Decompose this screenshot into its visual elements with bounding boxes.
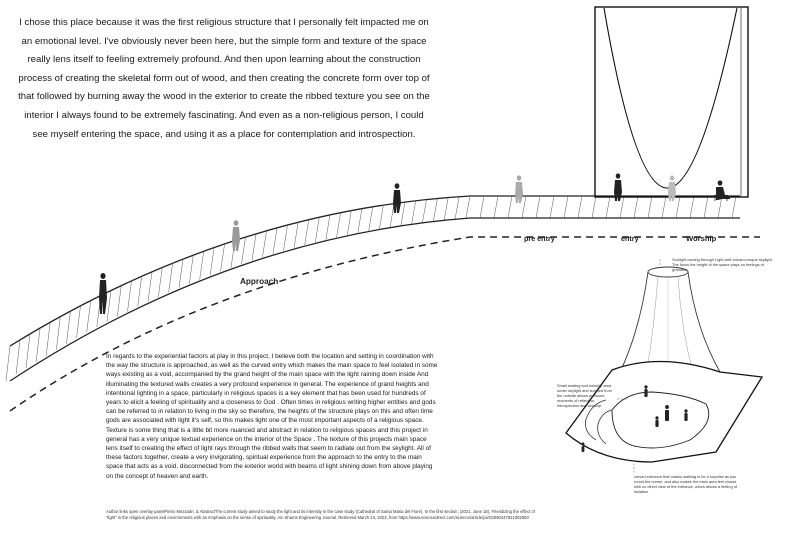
railing-post xyxy=(690,196,694,218)
railing-post xyxy=(148,272,152,302)
railing-post xyxy=(648,196,652,218)
railing-post xyxy=(704,196,708,218)
railing-post xyxy=(522,196,526,218)
railing-post xyxy=(315,217,319,242)
railing-post xyxy=(189,255,193,284)
railing-post xyxy=(494,196,498,218)
railing-post xyxy=(455,197,459,219)
railing-post xyxy=(347,211,351,235)
railing-post xyxy=(578,196,582,218)
railing-post xyxy=(56,317,60,350)
railing-post xyxy=(592,196,596,218)
annotation-entrance: curved entrance that makes walking in be a surprise as you round the corner, and also makes the main area feel closed with no direct view of the entrance, which allows a feeling of isolation xyxy=(634,474,737,494)
railing-post xyxy=(676,196,680,218)
figure-walking-low xyxy=(99,273,107,314)
railing-post xyxy=(480,196,484,218)
railing-post xyxy=(221,244,225,272)
worship-label: Worship xyxy=(686,234,717,243)
figure-standing-pre-entry xyxy=(515,175,523,203)
annotation-seating: Small seating and worship area under skylight and isolated from the outside allows profound moments of reflection, introspection and worship xyxy=(557,383,612,408)
railing-post xyxy=(662,196,666,218)
figure-seated-worship xyxy=(714,180,730,201)
railing-post xyxy=(242,237,246,264)
railing-post xyxy=(77,306,81,338)
railing-post xyxy=(337,213,341,238)
railing-post xyxy=(401,202,405,225)
railing-post xyxy=(732,196,736,218)
railing-post xyxy=(466,196,470,218)
railing-post xyxy=(273,228,277,254)
railing-post xyxy=(358,209,362,233)
railing-post xyxy=(412,201,416,224)
citation-text: Author links open overlay panelPietro Mezzadri, & AbstractThe current study aimed to study the light and its intensity in the case study (Cathedral of Santa Maria del Fiore). In the first section, (2021, June 18). Friendizing the effect of "light" in the religious places and environments with an emphasis on the sense of spirituality. Ain Shams Engineering Journal. Retrieved March 24, 2023, from https://www.sciencedirect.com/science/article/pii/S2090447921002550 xyxy=(106,509,535,521)
railing-post xyxy=(158,268,162,297)
railing-post xyxy=(369,207,373,231)
approach-label: Approach xyxy=(240,277,279,286)
railing-post xyxy=(210,248,214,276)
railing-post xyxy=(326,215,330,240)
railing-post xyxy=(16,340,20,375)
railing-post xyxy=(564,196,568,218)
intro-paragraph: I chose this place because it was the first religious structure that I personally felt impacted me on an emotional level. I've obviously never been here, but the simple form and texture of the space really lens itself to feeling extremely profound. And then upon learning about the construction process of creating the skeletal form out of wood, and then creating the concrete form over top of that followed by burning away the wood in the exterior to create the ribbed texture you see on the interior I always found to be extremely fascinating. And even as a non-religious person, I could see myself entering the space, and using it as a place for contemplation and introspection. xyxy=(18,17,430,140)
railing-post xyxy=(200,251,204,279)
railing-post xyxy=(606,196,610,218)
railing-post xyxy=(620,196,624,218)
railing-post xyxy=(536,196,540,218)
railing-post xyxy=(87,301,91,333)
figure-walking-high xyxy=(393,183,401,213)
railing-post xyxy=(294,222,298,248)
railing-post xyxy=(263,231,267,257)
figure-walking-mid xyxy=(232,220,240,251)
axonometric-structure xyxy=(566,258,762,473)
railing-post xyxy=(117,286,121,317)
railing-post xyxy=(138,276,142,306)
figure-standing-entry xyxy=(614,173,622,201)
building-interior-arch xyxy=(604,8,737,188)
railing-post xyxy=(508,196,512,218)
railing-post xyxy=(107,291,111,322)
figure-standing-interior xyxy=(668,175,676,201)
railing-post xyxy=(634,196,638,218)
railing-post xyxy=(252,234,256,261)
railing-post xyxy=(26,334,30,368)
pre-entry-label: pre entry xyxy=(524,234,555,243)
railing-post xyxy=(6,346,10,381)
railing-post xyxy=(305,220,309,245)
annotation-skylight: Sunlight coming through Light well volcano-esque skylight. The focus the height of the space plays on feelings of grandeur xyxy=(672,257,773,272)
railing-post xyxy=(46,322,50,355)
railing-post xyxy=(36,328,40,362)
experience-paragraph: In regards to the experiential factors at play in this project, I believe both the location and setting in coordination with the way the structure is approached, as well as the curved entry which makes the main space to feel isolated in some ways existing as a void, accompanied by the grand height of the main space with the light raining down inside And illuminating the textured walls creates a very profound experience in general. The experience of grand heights and intentional lighting in a space, particularly in religious spaces is a key element that has been used for hundreds of years to elicit a feeling of spirituality and a closeness to God . Often times in religious writing higher entities and gods can be referred to in relation to living in the sky so therefore, the heights of the structure plays on this and often time gods are associated with light it's self, so this makes light one of the most important aspects of a religious space. Texture is some thing that is a little bit more nuanced and abstract in relation to religious spaces and this project in general has a very unique textual experience on the interior of the Space . The texture of this projects main space lens itself to creating the effect of light rays through the ribbed walls that seem to radiate out from the skylight. All of these factors together, create a very invigorating, spiritual experience from the approach to the entry to the main space that acts as a void, disconnected from the exterior world with beams of light shining down from above playing on the concept of heaven and earth. xyxy=(106,353,438,480)
building-elevation xyxy=(595,7,748,197)
railing-post xyxy=(179,259,183,288)
railing-post xyxy=(66,311,70,344)
railing-post xyxy=(550,196,554,218)
railing-post xyxy=(423,200,427,223)
entry-label: entry xyxy=(621,234,639,243)
railing-post xyxy=(284,225,288,251)
railing-post xyxy=(128,281,132,312)
railing-post xyxy=(169,263,173,292)
railing-post xyxy=(433,199,437,222)
railing-post xyxy=(379,205,383,229)
railing-post xyxy=(444,198,448,220)
